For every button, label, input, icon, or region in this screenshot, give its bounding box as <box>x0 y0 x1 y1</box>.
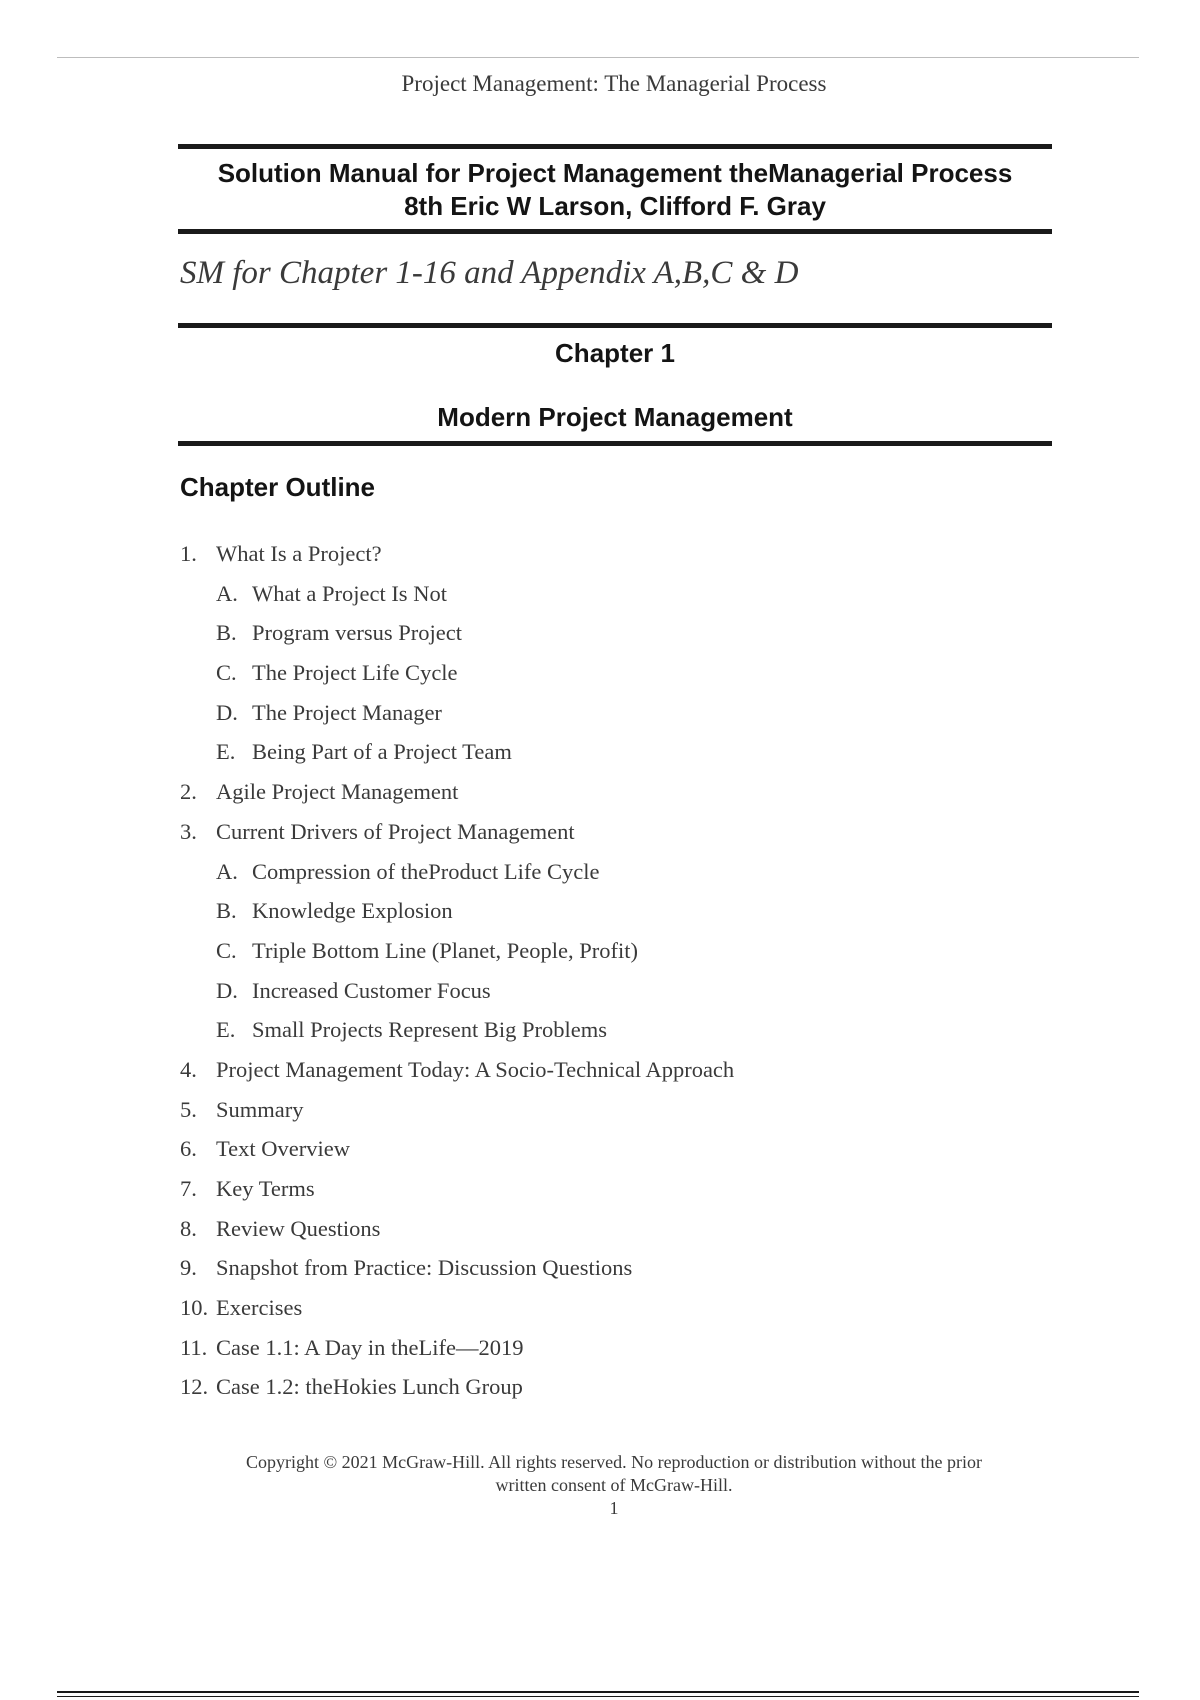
chapter-number: Chapter 1 <box>555 338 675 368</box>
outline-item-text: What a Project Is Not <box>252 580 447 606</box>
page-number: 1 <box>609 1498 619 1518</box>
outline-item-marker: D. <box>216 977 238 1003</box>
outline-item-text: Snapshot from Practice: Discussion Questions <box>216 1255 633 1281</box>
chapter-outline-list <box>180 541 734 1414</box>
outline-item <box>180 1216 734 1256</box>
outline-item <box>180 779 734 819</box>
title-block <box>178 144 1052 234</box>
outline-item <box>180 1176 734 1216</box>
outline-item-text: Compression of theProduct Life Cycle <box>252 858 600 884</box>
outline-item-text: The Project Manager <box>252 699 442 725</box>
outline-item-marker: 8. <box>180 1215 197 1241</box>
outline-item-marker: 7. <box>180 1176 197 1201</box>
outline-item <box>180 1136 734 1176</box>
title-line-1: Solution Manual for Project Management theManagerial Process <box>217 158 1013 188</box>
outline-item-marker: B. <box>216 620 237 646</box>
outline-item <box>180 541 734 581</box>
outline-item-text: What Is a Project? <box>216 541 382 566</box>
outline-item-text: The Project Life Cycle <box>252 660 458 686</box>
outline-item <box>180 1017 734 1057</box>
outline-item-text: Review Questions <box>216 1215 381 1241</box>
outline-item-marker: A. <box>216 580 238 606</box>
outline-item-marker: E. <box>216 739 236 765</box>
outline-item <box>180 978 734 1018</box>
outline-item <box>180 898 734 938</box>
outline-item-text: Knowledge Explosion <box>252 898 453 924</box>
page-footer <box>0 1451 1200 1520</box>
outline-item-marker: 10. <box>180 1295 209 1321</box>
outline-item-marker: 4. <box>180 1056 197 1082</box>
outline-item <box>180 938 734 978</box>
outline-item-marker: C. <box>216 660 237 686</box>
outline-item-marker: 6. <box>180 1136 197 1162</box>
outline-item-text: Current Drivers of Project Management <box>216 818 575 844</box>
outline-item <box>180 581 734 621</box>
outline-item <box>180 739 734 779</box>
outline-item-text: Case 1.2: theHokies Lunch Group <box>216 1374 523 1400</box>
outline-item <box>180 1374 734 1414</box>
outline-item <box>180 1295 734 1335</box>
outline-item-marker: 2. <box>180 779 197 805</box>
outline-item <box>180 700 734 740</box>
outline-item-marker: E. <box>216 1017 236 1043</box>
outline-item-text: Summary <box>216 1096 304 1122</box>
outline-item-text: Case 1.1: A Day in theLife—2019 <box>216 1334 524 1360</box>
outline-item-text: Exercises <box>216 1295 303 1321</box>
outline-item <box>180 1335 734 1375</box>
outline-item-marker: 5. <box>180 1096 197 1122</box>
outline-item <box>180 660 734 700</box>
running-header: Project Management: The Managerial Process <box>401 71 827 96</box>
subtitle: SM for Chapter 1-16 and Appendix A,B,C & D <box>180 255 799 291</box>
chapter-title: Modern Project Management <box>437 402 793 432</box>
outline-item <box>180 1255 734 1295</box>
outline-item-text: Small Projects Represent Big Problems <box>252 1017 607 1043</box>
outline-item-text: Program versus Project <box>252 620 462 646</box>
outline-item-marker: A. <box>216 858 238 884</box>
outline-item-marker: 12. <box>180 1374 209 1400</box>
title-line-2: 8th Eric W Larson, Clifford F. Gray <box>404 191 826 221</box>
outline-item-marker: C. <box>216 937 237 963</box>
outline-item-marker: 9. <box>180 1255 197 1281</box>
outline-item <box>180 819 734 859</box>
copyright-line-1: Copyright © 2021 McGraw-Hill. All rights reserved. No reproduction or distribution without the prior <box>245 1452 983 1472</box>
outline-item-text: Agile Project Management <box>216 779 459 805</box>
outline-item-text: Increased Customer Focus <box>252 977 491 1003</box>
outline-item-marker: 11. <box>180 1334 208 1360</box>
outline-item-text: Triple Bottom Line (Planet, People, Profit) <box>252 937 639 963</box>
outline-item <box>180 620 734 660</box>
bottom-rule <box>57 1691 1139 1697</box>
outline-item-text: Project Management Today: A Socio-Technical Approach <box>216 1056 735 1082</box>
outline-item-marker: 3. <box>180 818 197 844</box>
outline-item-marker: 1. <box>180 541 197 566</box>
outline-item-marker: B. <box>216 898 237 924</box>
copyright-line-2: written consent of McGraw-Hill. <box>495 1475 733 1495</box>
outline-item <box>180 1097 734 1137</box>
chapter-block <box>178 323 1052 446</box>
outline-heading: Chapter Outline <box>180 472 376 502</box>
top-rule <box>57 57 1139 58</box>
outline-item-text: Key Terms <box>216 1176 315 1201</box>
outline-item <box>180 1057 734 1097</box>
outline-item-marker: D. <box>216 699 238 725</box>
outline-item-text: Text Overview <box>216 1136 351 1162</box>
outline-item <box>180 859 734 899</box>
outline-item-text: Being Part of a Project Team <box>252 739 512 765</box>
